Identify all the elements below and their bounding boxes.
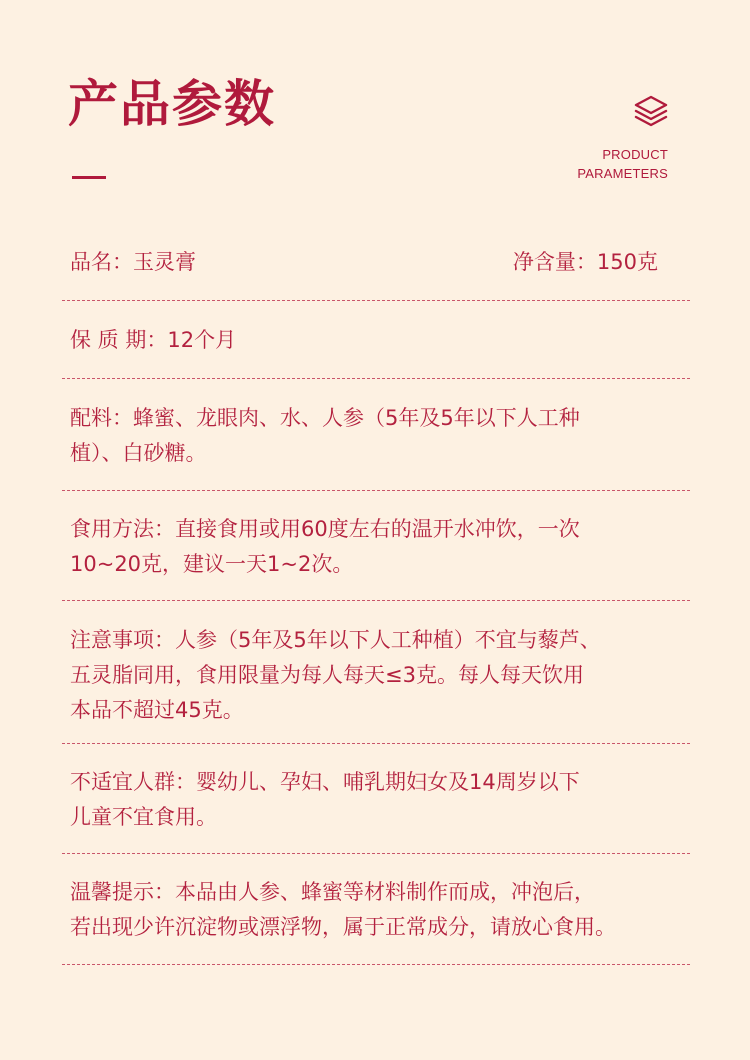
shelf-value: 12个月 [167, 328, 237, 352]
ingredients-line: 配料：蜂蜜、龙眼肉、水、人参（5年及5年以下人工种 [70, 406, 580, 430]
divider [62, 378, 690, 379]
notes-line: 五灵脂同用，食用限量为每人每天≤3克。每人每天饮用 [70, 663, 584, 687]
net-label: 净含量： [512, 250, 597, 274]
unsuitable-line: 儿童不宜食用。 [70, 805, 217, 829]
name-value: 玉灵膏 [133, 250, 196, 274]
subtitle-line: PARAMETERS [577, 166, 668, 181]
divider [62, 743, 690, 744]
tips-line: 若出现少许沉淀物或漂浮物，属于正常成分，请放心食用。 [70, 915, 616, 939]
subtitle-english [577, 145, 668, 183]
notes [70, 623, 700, 728]
product-name [70, 245, 196, 280]
unsuitable-line: 不适宜人群：婴幼儿、孕妇、哺乳期妇女及14周岁以下 [70, 770, 580, 794]
name-label: 品名： [70, 250, 133, 274]
unsuitable-groups [70, 765, 700, 835]
usage-line: 10~20克，建议一天1~2次。 [70, 552, 354, 576]
ingredients [70, 401, 700, 471]
subtitle-line: PRODUCT [602, 147, 668, 162]
tips [70, 875, 700, 945]
net-weight [513, 245, 658, 280]
page-title: 产品参数 [68, 75, 276, 133]
shelf-label: 保 质 期： [70, 328, 168, 352]
layers-icon [632, 92, 670, 130]
notes-line: 本品不超过45克。 [70, 698, 244, 722]
tips-line: 温馨提示：本品由人参、蜂蜜等材料制作而成，冲泡后， [70, 880, 595, 904]
title-underline [72, 176, 106, 179]
usage-line: 食用方法：直接食用或用60度左右的温开水冲饮，一次 [70, 517, 580, 541]
ingredients-line: 植）、白砂糖。 [70, 441, 207, 465]
divider [62, 600, 690, 601]
divider [62, 964, 690, 965]
divider [62, 490, 690, 491]
divider [62, 300, 690, 301]
net-value: 150克 [596, 250, 658, 274]
notes-line: 注意事项：人参（5年及5年以下人工种植）不宜与藜芦、 [70, 628, 601, 652]
divider [62, 853, 690, 854]
usage [70, 512, 700, 582]
shelf-life [70, 323, 700, 358]
